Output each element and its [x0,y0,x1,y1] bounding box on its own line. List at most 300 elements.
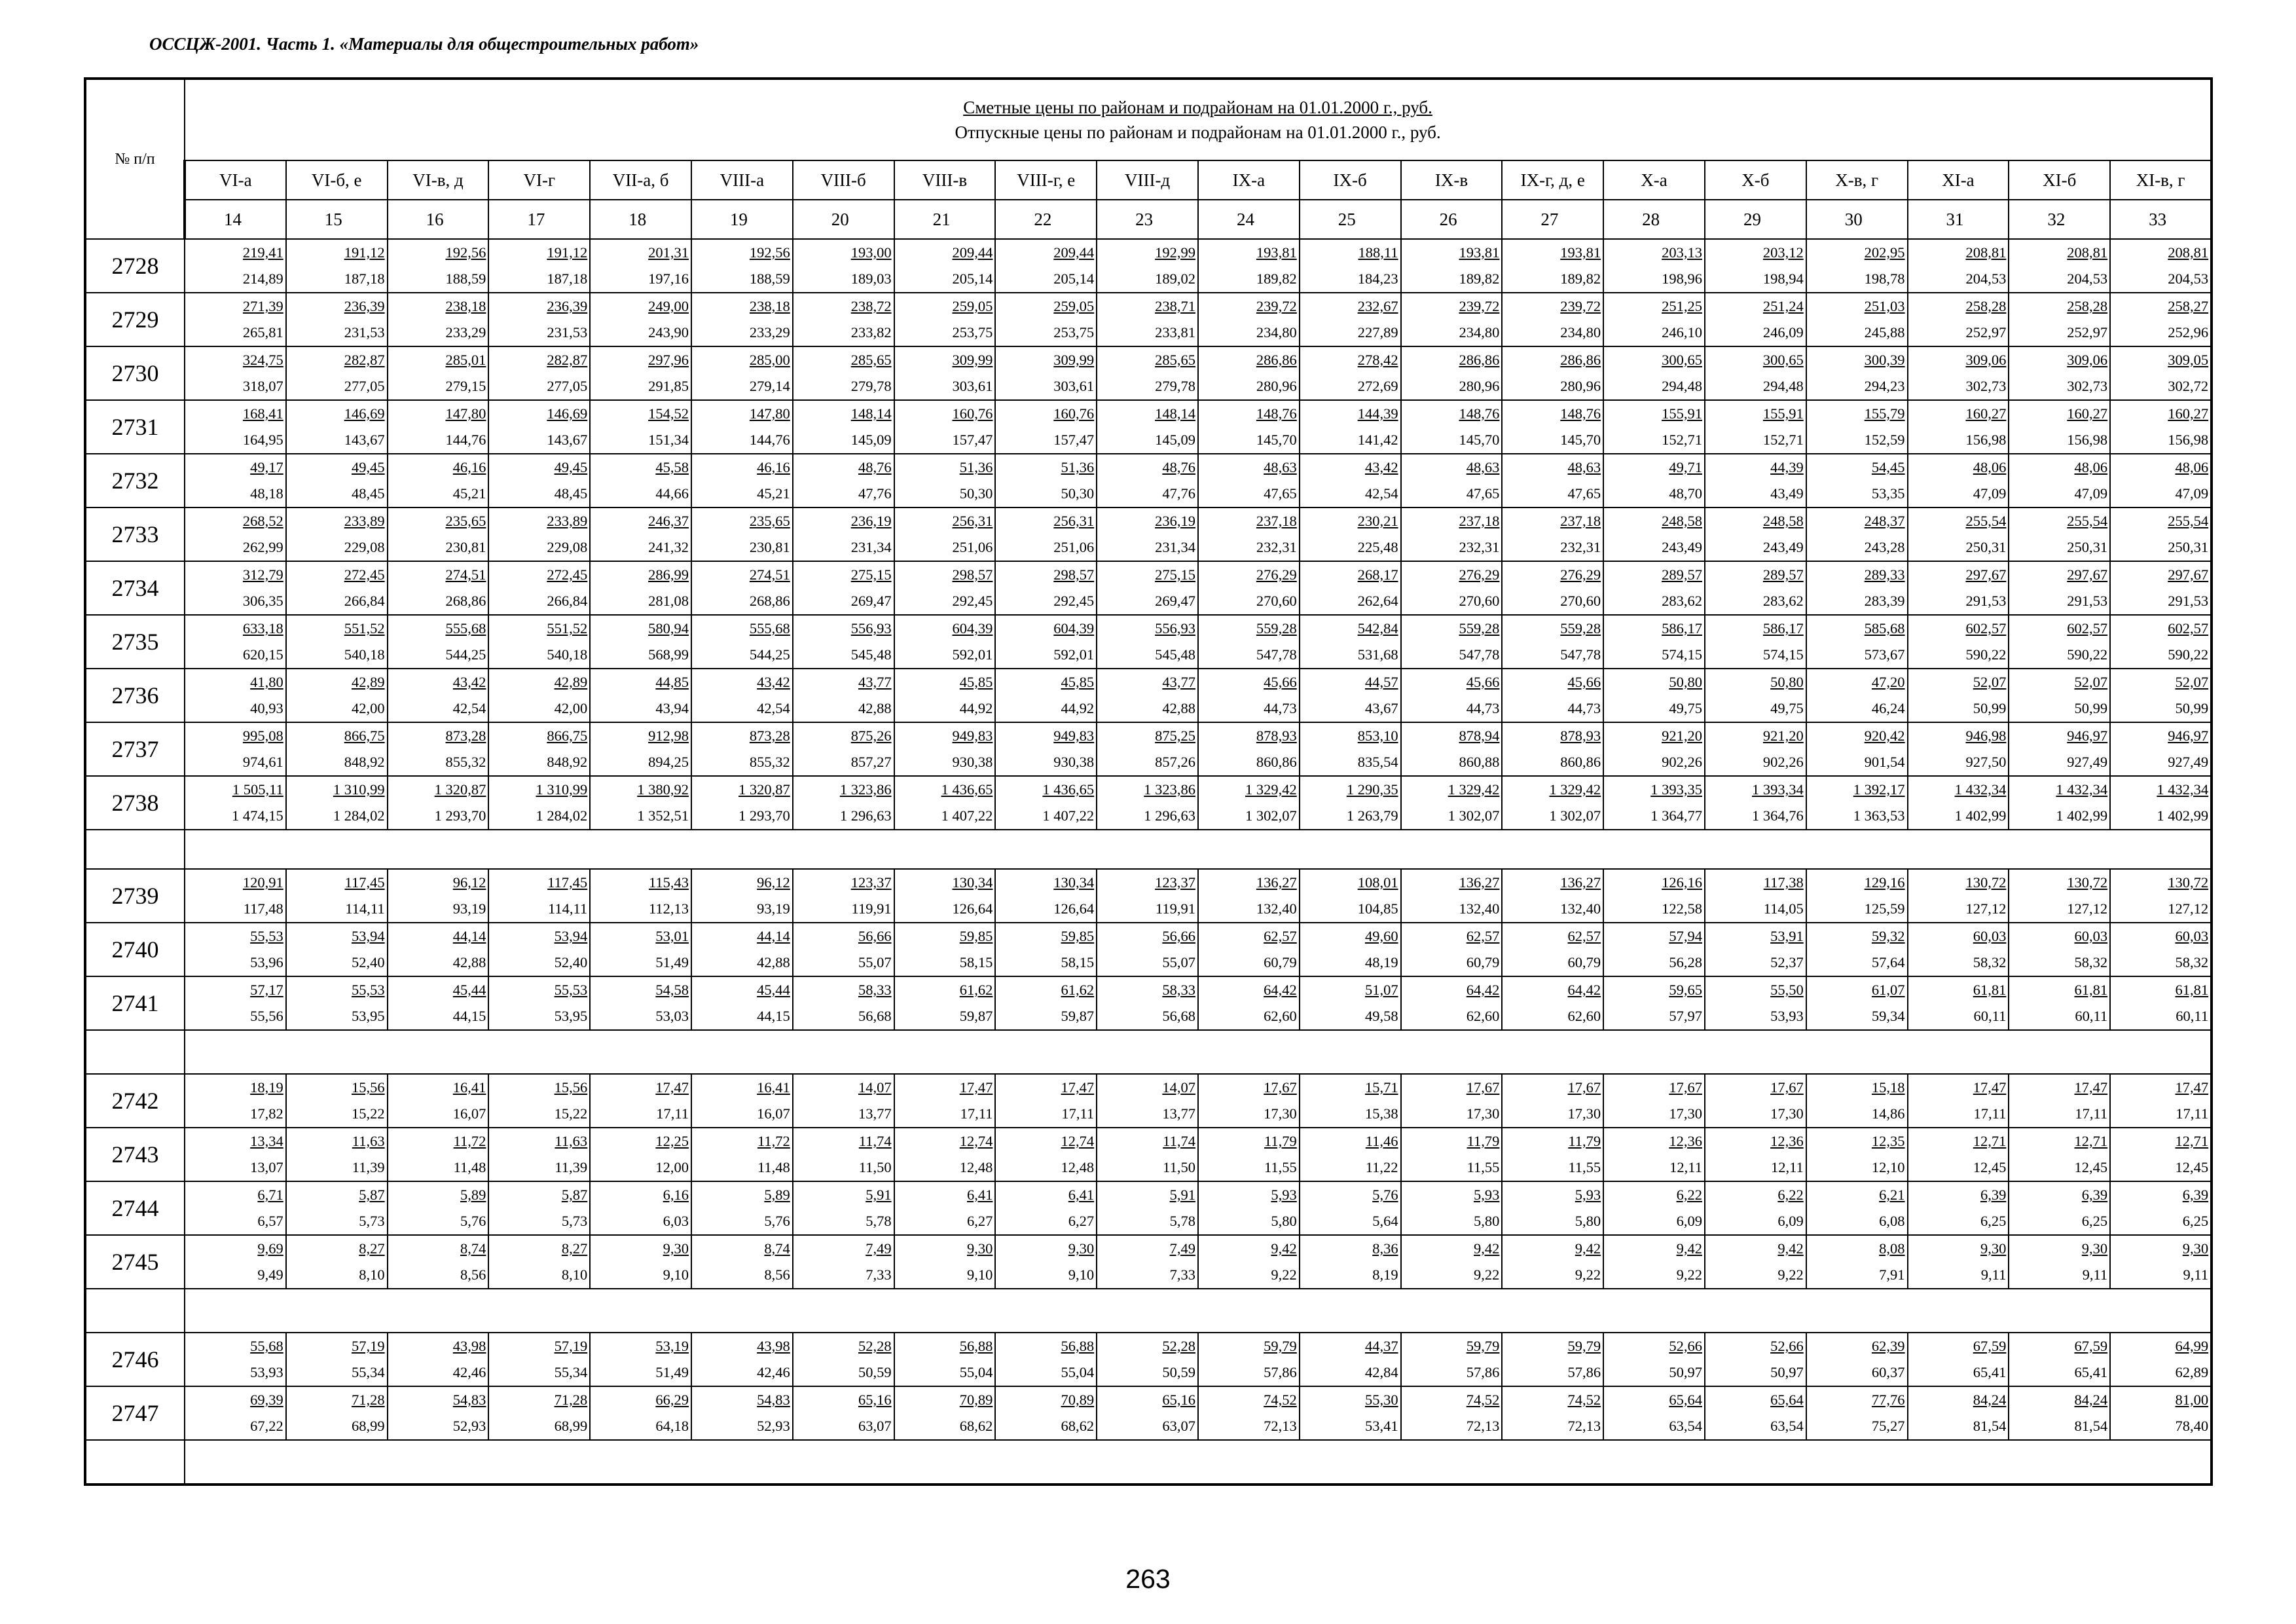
estimate-price: 873,28 [749,728,790,744]
estimate-price: 65,64 [1770,1392,1804,1408]
estimate-price: 11,79 [1467,1133,1500,1149]
price-cell [185,615,286,669]
price-cell [590,507,691,561]
price-cell [995,1386,1097,1440]
price-cell [793,1074,894,1128]
estimate-price: 53,01 [655,928,689,944]
estimate-price: 276,29 [1256,566,1297,583]
price-cell [2009,239,2110,293]
release-price: 8,10 [561,1266,588,1283]
estimate-price: 236,19 [850,513,892,529]
price-cell [1705,923,1806,976]
district-code-header: XI-в, г [2110,160,2212,200]
release-price: 6,57 [257,1213,283,1229]
release-price: 1 263,79 [1346,807,1398,824]
column-number-header: 29 [1705,200,1806,239]
release-price: 57,64 [1871,954,1905,970]
release-price: 15,22 [554,1105,588,1122]
release-price: 204,53 [2067,270,2108,287]
price-cell [1806,976,1908,1030]
release-price: 14,86 [1871,1105,1905,1122]
release-price: 5,76 [460,1213,486,1229]
estimate-price: 282,87 [344,352,385,368]
price-cell [995,1333,1097,1386]
release-price: 42,54 [1364,485,1398,502]
estimate-price: 912,98 [648,728,689,744]
release-price: 93,19 [452,900,486,917]
release-price: 283,62 [1662,593,1702,609]
price-cell [691,507,793,561]
release-price: 5,80 [1473,1213,1500,1229]
price-cell [2110,1128,2212,1181]
estimate-price: 55,50 [1770,982,1804,998]
estimate-price: 148,76 [1459,405,1500,422]
price-cell [185,722,286,776]
release-price: 42,00 [351,700,385,716]
price-cell [1300,1333,1401,1386]
estimate-price: 289,57 [1662,566,1702,583]
estimate-price: 66,29 [655,1392,689,1408]
price-cell [1401,293,1503,346]
estimate-price: 192,56 [445,244,486,261]
estimate-price: 286,86 [1560,352,1601,368]
estimate-price: 8,36 [1372,1240,1398,1257]
column-numbers-row [85,200,2212,239]
estimate-price: 9,30 [1068,1240,1095,1257]
price-cell [1806,869,1908,923]
release-price: 13,77 [858,1105,892,1122]
price-cell [1908,669,2009,722]
price-cell [1097,1128,1198,1181]
estimate-price: 268,17 [1357,566,1398,583]
release-price: 68,99 [554,1418,588,1434]
price-cell [1401,923,1503,976]
release-price: 57,97 [1669,1008,1702,1024]
release-price: 53,35 [1871,485,1905,502]
price-cell [1502,615,1603,669]
price-cell [894,1074,996,1128]
row-index: 2741 [85,976,185,1030]
estimate-price: 551,52 [547,620,588,637]
release-price: 156,98 [2067,432,2108,448]
release-price: 145,09 [850,432,892,448]
district-code-header: XI-а [1908,160,2009,200]
release-price: 291,53 [2067,593,2108,609]
release-price: 302,72 [2168,378,2209,394]
estimate-price: 160,76 [952,405,993,422]
column-number-header: 22 [995,200,1097,239]
estimate-price: 920,42 [1864,728,1905,744]
estimate-price: 239,72 [1256,298,1297,314]
estimate-price: 6,39 [2081,1187,2108,1203]
release-price: 9,22 [1473,1266,1500,1283]
price-cell [488,976,590,1030]
price-cell [1401,1333,1503,1386]
price-cell [1198,400,1300,454]
release-price: 540,18 [344,646,385,663]
estimate-price: 168,41 [242,405,283,422]
estimate-price: 155,91 [1662,405,1702,422]
row-index: 2736 [85,669,185,722]
release-price: 56,68 [858,1008,892,1024]
row-index: 2733 [85,507,185,561]
release-price: 234,80 [1256,324,1297,341]
release-price: 279,14 [749,378,790,394]
district-code-header: VI-г [488,160,590,200]
release-price: 592,01 [952,646,993,663]
price-cell [1198,869,1300,923]
estimate-price: 54,83 [757,1392,790,1408]
estimate-price: 1 380,92 [637,781,689,798]
release-price: 902,26 [1662,754,1702,770]
price-cell [286,454,388,507]
estimate-price: 7,49 [1169,1240,1195,1257]
estimate-price: 17,47 [655,1079,689,1096]
estimate-price: 52,28 [1162,1338,1195,1354]
estimate-price: 59,79 [1264,1338,1297,1354]
price-cell [793,346,894,400]
release-price: 40,93 [250,700,283,716]
release-price: 145,70 [1256,432,1297,448]
release-price: 272,69 [1357,378,1398,394]
price-cell [1401,1386,1503,1440]
release-price: 277,05 [547,378,588,394]
release-price: 48,18 [250,485,283,502]
price-cell [388,1181,489,1235]
price-cell [1300,869,1401,923]
price-cell [1097,722,1198,776]
price-cell [2009,923,2110,976]
price-cell [2009,722,2110,776]
estimate-price: 1 393,34 [1752,781,1804,798]
price-cell [1705,976,1806,1030]
estimate-price: 11,79 [1264,1133,1297,1149]
release-price: 48,19 [1364,954,1398,970]
price-cell [1806,346,1908,400]
release-price: 252,97 [1965,324,2007,341]
price-cell [185,923,286,976]
estimate-price: 248,37 [1864,513,1905,529]
column-number-header: 15 [286,200,388,239]
estimate-price: 878,93 [1560,728,1601,744]
price-cell [2110,1333,2212,1386]
price-cell [1705,561,1806,615]
price-cell [1603,1333,1705,1386]
price-cell [793,1181,894,1235]
release-price: 127,12 [1965,900,2007,917]
release-price: 894,25 [648,754,689,770]
price-cell [1603,923,1705,976]
price-cell [691,869,793,923]
release-price: 42,46 [452,1364,486,1380]
estimate-price: 84,24 [1973,1392,2007,1408]
table-row [85,507,2212,561]
estimate-price: 18,19 [250,1079,283,1096]
release-price: 184,23 [1357,270,1398,287]
release-price: 50,99 [1973,700,2007,716]
price-cell [1603,346,1705,400]
price-cell [1401,454,1503,507]
price-cell [1097,776,1198,830]
price-cell [1806,454,1908,507]
release-price: 234,80 [1459,324,1500,341]
release-price: 252,97 [2067,324,2108,341]
release-price: 590,22 [1965,646,2007,663]
price-cell [1603,1181,1705,1235]
price-cell [1603,293,1705,346]
estimate-price: 289,57 [1762,566,1804,583]
release-price: 198,96 [1662,270,1702,287]
release-price: 232,31 [1256,539,1297,555]
estimate-price: 9,69 [257,1240,283,1257]
price-cell [1502,293,1603,346]
price-cell [388,1074,489,1128]
price-cell [1401,776,1503,830]
price-cell [2009,976,2110,1030]
price-cell [691,561,793,615]
estimate-price: 9,42 [1473,1240,1500,1257]
estimate-price: 238,18 [749,298,790,314]
estimate-price: 853,10 [1357,728,1398,744]
release-price: 11,48 [757,1159,790,1175]
release-price: 72,13 [1567,1418,1601,1434]
estimate-price: 1 329,42 [1549,781,1601,798]
release-price: 50,59 [858,1364,892,1380]
release-price: 544,25 [749,646,790,663]
release-price: 291,53 [2168,593,2209,609]
estimate-price: 602,57 [2168,620,2209,637]
release-price: 60,11 [2176,1008,2209,1024]
column-number-header: 19 [691,200,793,239]
release-price: 902,26 [1762,754,1804,770]
estimate-price: 602,57 [1965,620,2007,637]
price-cell [1603,976,1705,1030]
estimate-price: 147,80 [749,405,790,422]
estimate-price: 17,47 [2074,1079,2108,1096]
release-price: 8,10 [359,1266,385,1283]
release-price: 227,89 [1357,324,1398,341]
release-price: 187,18 [547,270,588,287]
estimate-price: 282,87 [547,352,588,368]
estimate-price: 12,36 [1669,1133,1702,1149]
release-price: 47,65 [1567,485,1601,502]
estimate-price: 5,91 [866,1187,892,1203]
estimate-price: 1 320,87 [434,781,486,798]
spacer-cell [185,1030,2212,1074]
release-price: 544,25 [445,646,486,663]
table-row [85,869,2212,923]
price-cell [2110,454,2212,507]
district-code-header: VIII-д [1097,160,1198,200]
price-cell [1198,1128,1300,1181]
price-cell [2009,1074,2110,1128]
estimate-price: 148,76 [1560,405,1601,422]
release-price: 78,40 [2175,1418,2209,1434]
estimate-price: 946,97 [2168,728,2209,744]
release-price: 60,79 [1264,954,1297,970]
release-price: 302,73 [2067,378,2108,394]
estimate-price: 289,33 [1864,566,1905,583]
estimate-price: 8,27 [359,1240,385,1257]
row-index: 2737 [85,722,185,776]
estimate-price: 8,27 [561,1240,588,1257]
release-price: 7,91 [1879,1266,1905,1283]
price-cell [793,923,894,976]
estimate-price: 309,06 [1965,352,2007,368]
price-cell [1401,869,1503,923]
estimate-price: 17,47 [959,1079,993,1096]
price-cell [286,669,388,722]
price-cell [1603,239,1705,293]
estimate-price: 8,74 [764,1240,790,1257]
price-cell [2110,561,2212,615]
price-cell [388,615,489,669]
release-price: 141,42 [1357,432,1398,448]
release-price: 8,56 [764,1266,790,1283]
release-price: 126,64 [952,900,993,917]
estimate-price: 555,68 [445,620,486,637]
estimate-price: 59,85 [1061,928,1095,944]
release-price: 5,80 [1271,1213,1297,1229]
release-price: 1 407,22 [941,807,993,824]
estimate-price: 1 432,34 [2157,781,2209,798]
column-number-header: 25 [1300,200,1401,239]
release-price: 48,45 [554,485,588,502]
release-price: 53,41 [1364,1418,1398,1434]
price-cell [1097,1074,1198,1128]
release-price: 11,50 [1163,1159,1195,1175]
column-header-np: № п/п [85,79,185,239]
release-price: 270,60 [1256,593,1297,609]
estimate-price: 84,24 [2074,1392,2108,1408]
release-price: 292,45 [1053,593,1095,609]
estimate-price: 300,65 [1662,352,1702,368]
release-price: 56,68 [1162,1008,1195,1024]
price-cell [286,1128,388,1181]
estimate-price: 309,99 [952,352,993,368]
price-cell [1908,1181,2009,1235]
estimate-price: 148,14 [1155,405,1195,422]
release-price: 187,18 [344,270,385,287]
price-cell [388,454,489,507]
estimate-price: 58,33 [858,982,892,998]
release-price: 63,54 [1770,1418,1804,1434]
column-number-header: 21 [894,200,996,239]
release-price: 7,33 [1169,1266,1195,1283]
estimate-price: 45,66 [1567,674,1601,690]
district-code-header: VI-б, е [286,160,388,200]
estimate-price: 148,14 [850,405,892,422]
price-cell [286,776,388,830]
price-cell [1908,239,2009,293]
estimate-price: 15,56 [554,1079,588,1096]
page-number: 263 [1125,1564,1171,1594]
estimate-price: 1 329,42 [1245,781,1297,798]
price-cell [1502,1386,1603,1440]
estimate-price: 55,68 [250,1338,283,1354]
price-cell [894,615,996,669]
release-price: 47,65 [1264,485,1297,502]
price-cell [590,615,691,669]
estimate-price: 136,27 [1459,874,1500,891]
release-price: 42,88 [452,954,486,970]
estimate-price: 285,00 [749,352,790,368]
table-row [85,346,2212,400]
price-cell [1705,1074,1806,1128]
estimate-price: 324,75 [242,352,283,368]
release-price: 50,97 [1770,1364,1804,1380]
estimate-price: 309,05 [2168,352,2209,368]
estimate-price: 276,29 [1560,566,1601,583]
column-number-header: 14 [185,200,286,239]
price-cell [590,976,691,1030]
price-cell [1097,239,1198,293]
price-cell [995,561,1097,615]
column-number-header: 27 [1502,200,1603,239]
estimate-price: 274,51 [749,566,790,583]
estimate-price: 48,63 [1264,459,1297,475]
estimate-price: 48,06 [2175,459,2209,475]
estimate-price: 255,54 [2168,513,2209,529]
price-cell [590,239,691,293]
price-cell [1705,239,1806,293]
estimate-price: 878,94 [1459,728,1500,744]
price-cell [1603,722,1705,776]
release-price: 42,88 [858,700,892,716]
column-number-header: 17 [488,200,590,239]
estimate-price: 235,65 [749,513,790,529]
release-price: 7,33 [866,1266,892,1283]
price-cell [995,454,1097,507]
price-cell [185,239,286,293]
release-price: 43,49 [1770,485,1804,502]
release-price: 48,45 [351,485,385,502]
estimate-price: 309,06 [2067,352,2108,368]
release-price: 243,49 [1662,539,1702,555]
release-price: 6,08 [1879,1213,1905,1229]
release-price: 52,93 [452,1418,486,1434]
estimate-price: 16,41 [452,1079,486,1096]
table-title [185,79,2212,160]
estimate-price: 117,45 [547,874,588,891]
estimate-price: 77,76 [1871,1392,1905,1408]
row-index: 2746 [85,1333,185,1386]
price-cell [793,1386,894,1440]
estimate-price: 297,67 [2067,566,2108,583]
estimate-price: 633,18 [242,620,283,637]
release-price: 860,86 [1560,754,1601,770]
release-price: 292,45 [952,593,993,609]
price-cell [1401,346,1503,400]
column-number-header: 32 [2009,200,2110,239]
estimate-price: 208,81 [2067,244,2108,261]
estimate-price: 136,27 [1256,874,1297,891]
estimate-price: 59,79 [1567,1338,1601,1354]
price-cell [286,1386,388,1440]
estimate-price: 67,59 [1973,1338,2007,1354]
price-cell [691,976,793,1030]
price-cell [894,400,996,454]
release-price: 252,96 [2168,324,2209,341]
estimate-price: 192,99 [1155,244,1195,261]
table-row [85,239,2212,293]
release-price: 189,03 [850,270,892,287]
estimate-price: 136,27 [1560,874,1601,891]
price-cell [185,669,286,722]
district-code-header: IX-в [1401,160,1503,200]
estimate-price: 6,39 [2182,1187,2209,1203]
estimate-price: 11,63 [352,1133,385,1149]
